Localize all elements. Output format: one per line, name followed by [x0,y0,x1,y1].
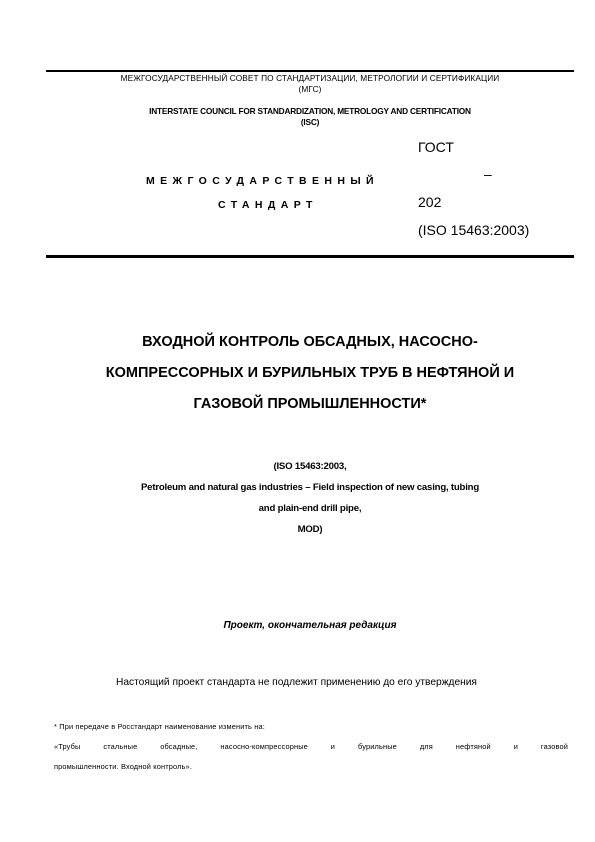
footnote-line-2: «Трубы стальные обсадные, насосно-компрессорные и бурильные для нефтяной и газовой [54,742,568,751]
footnote-line-1: * При передаче в Росстандарт наименование изменить на: [54,722,265,731]
top-rule [46,70,574,72]
document-title [46,327,574,420]
iso-line-3: and plain-end drill pipe, [258,503,362,514]
standard-label-line1: МЕЖГОСУДАРСТВЕННЫЙ [146,175,379,187]
council-name-ru-line1: МЕЖГОСУДАРСТВЕННЫЙ СОВЕТ ПО СТАНДАРТИЗАЦИИ, МЕТРОЛОГИИ И СЕРТИФИКАЦИИ [120,73,500,83]
iso-reference: (ISO 15463:2003) [418,222,530,238]
footnote-line-3: промышленности. Входной контроль». [54,762,193,771]
iso-line-1: (ISO 15463:2003, [273,461,347,472]
footnote [54,717,568,777]
title-line-3: ГАЗОВОЙ ПРОМЫШЛЕННОСТИ* [193,396,427,412]
council-name-ru [46,73,574,95]
iso-equivalent [46,456,574,540]
draft-label: Проект, окончательная редакция [223,620,397,631]
council-abbr-ru: (МГС) [298,84,322,94]
approval-notice: Настоящий проект стандарта не подлежит применению до его утверждения [116,677,477,688]
council-name-en-line1: INTERSTATE COUNCIL FOR STANDARDIZATION, METROLOGY AND CERTIFICATION [149,106,471,116]
gost-dash: – [484,166,492,182]
iso-line-2: Petroleum and natural gas industries – Field inspection of new casing, tubing [140,482,480,493]
title-line-1: ВХОДНОЙ КОНТРОЛЬ ОБСАДНЫХ, НАСОСНО- [142,334,478,350]
council-abbr-en: (ISC) [300,117,320,127]
gost-year: 202 [418,194,442,210]
middle-rule [46,255,574,258]
council-name-en [46,106,574,128]
standard-label-line2: СТАНДАРТ [218,199,318,211]
gost-label: ГОСТ [418,139,454,155]
iso-line-4: MOD) [297,524,323,535]
title-line-2: КОМПРЕССОРНЫХ И БУРИЛЬНЫХ ТРУБ В НЕФТЯНОЙ И [105,365,515,381]
